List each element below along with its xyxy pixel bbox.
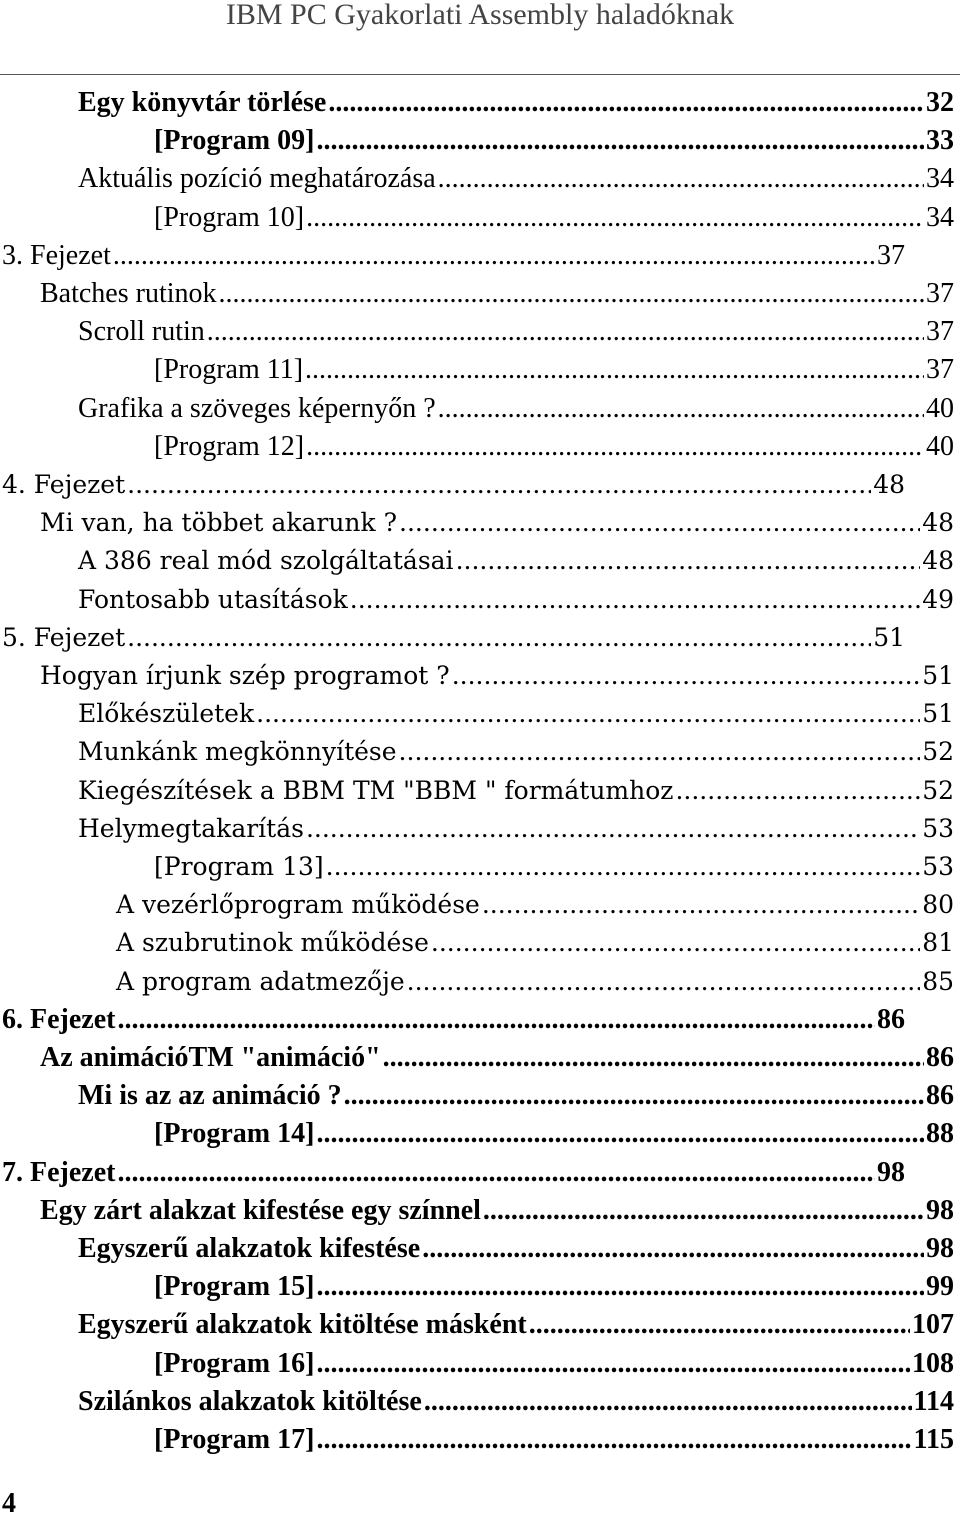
toc-entry[interactable] — [40, 657, 954, 695]
toc-entry[interactable] — [154, 351, 954, 389]
toc-entry-title: 6. Fejezet — [2, 1003, 116, 1035]
toc-entry-title: Szilánkos alakzatok kitöltése — [78, 1385, 422, 1417]
dot-leader — [483, 1192, 924, 1230]
dot-leader — [117, 1154, 875, 1192]
toc-entry-title: Előkészületek — [78, 699, 255, 729]
toc-entry[interactable] — [2, 237, 905, 275]
dot-leader — [399, 733, 921, 771]
toc-entry-page: 108 — [912, 1347, 954, 1379]
dot-leader — [305, 351, 924, 389]
toc-entry-title: Az animációTM "animáció" — [40, 1042, 381, 1073]
toc-entry-title: 3. Fejezet — [2, 239, 111, 271]
toc-entry-title: [Program 11] — [154, 354, 304, 386]
toc-entry-title: 5. Fejezet — [2, 622, 126, 652]
toc-entry-page: 40 — [926, 392, 954, 424]
toc-entry[interactable] — [78, 1383, 954, 1421]
dot-leader — [207, 313, 924, 351]
toc-entry-title: [Program 13] — [154, 852, 324, 881]
toc-entry-title: 4. Fejezet — [2, 470, 126, 499]
dot-leader — [328, 84, 924, 122]
toc-entry-page: 85 — [922, 966, 954, 996]
toc-entry-title: Batches rutinok — [40, 278, 217, 309]
toc-entry-page: 48 — [922, 508, 954, 538]
page-header — [0, 0, 960, 40]
toc-entry-title: [Program 10] — [154, 201, 305, 233]
toc-entry-title: Hogyan írjunk szép programot ? — [40, 661, 450, 690]
toc-entry-page: 107 — [912, 1309, 954, 1341]
toc-entry[interactable] — [78, 84, 954, 122]
header-rule — [0, 74, 960, 75]
toc-entry[interactable] — [116, 963, 954, 1001]
toc-entry-page: 37 — [926, 354, 954, 386]
toc-entry-page: 98 — [877, 1156, 905, 1188]
dot-leader — [306, 428, 924, 466]
toc-entry-page: 37 — [877, 239, 905, 271]
dot-leader — [316, 1345, 910, 1383]
toc-entry[interactable] — [78, 581, 954, 619]
toc-entry[interactable] — [154, 428, 954, 466]
toc-entry-title: [Program 15] — [154, 1271, 315, 1303]
dot-leader — [113, 237, 875, 275]
toc-entry[interactable] — [40, 275, 954, 313]
toc-entry-page: 98 — [926, 1233, 954, 1264]
dot-leader — [127, 619, 871, 657]
toc-entry-page: 49 — [922, 584, 954, 614]
toc-entry-page: 114 — [913, 1385, 954, 1417]
toc-entry[interactable] — [154, 848, 954, 886]
toc-entry-title: Mi van, ha többet akarunk ? — [40, 508, 398, 538]
toc-entry[interactable] — [2, 466, 905, 504]
dot-leader — [438, 160, 924, 198]
toc-entry-title: Egyszerű alakzatok kitöltése másként — [78, 1309, 527, 1341]
toc-entry[interactable] — [154, 1345, 954, 1383]
toc-entry[interactable] — [40, 504, 954, 542]
toc-entry-page: 115 — [913, 1424, 954, 1455]
toc-entry-page: 32 — [926, 87, 954, 118]
dot-leader — [306, 810, 920, 848]
dot-leader — [256, 695, 920, 733]
dot-leader — [350, 581, 920, 619]
toc-entry[interactable] — [154, 1421, 954, 1459]
toc-entry-title: Egy zárt alakzat kifestése egy színnel — [40, 1194, 481, 1226]
toc-entry-page: 86 — [926, 1080, 954, 1112]
toc-entry-page: 51 — [922, 661, 954, 690]
dot-leader — [383, 1039, 924, 1077]
toc-entry-page: 53 — [922, 813, 954, 843]
toc-entry-title: A 386 real mód szolgáltatásai — [78, 546, 454, 576]
dot-leader — [316, 122, 924, 160]
toc-entry[interactable] — [78, 1230, 954, 1268]
dot-leader — [675, 772, 920, 810]
toc-entry[interactable] — [78, 542, 954, 580]
toc-entry-page: 33 — [926, 125, 954, 157]
toc-entry[interactable] — [78, 313, 954, 351]
dot-leader — [431, 924, 920, 962]
toc-entry-title: 7. Fejezet — [2, 1156, 116, 1188]
toc-entry-page: 51 — [873, 622, 905, 652]
toc-entry-page: 48 — [922, 546, 954, 576]
toc-entry[interactable] — [2, 1001, 905, 1039]
toc-entry-title: Fontosabb utasítások — [78, 584, 348, 614]
toc-entry[interactable] — [154, 199, 954, 237]
toc-entry-title: [Program 12] — [154, 430, 305, 462]
toc-entry-title: A program adatmezője — [116, 966, 405, 996]
toc-entry-title: Aktuális pozíció meghatározása — [78, 163, 436, 195]
toc-entry[interactable] — [78, 390, 954, 428]
toc-entry-page: 81 — [922, 928, 954, 958]
dot-leader — [452, 657, 920, 695]
dot-leader — [326, 848, 921, 886]
toc-entry[interactable] — [40, 1192, 954, 1230]
dot-leader — [482, 886, 920, 924]
toc-entry-title: Grafika a szöveges képernyőn ? — [78, 392, 436, 424]
toc-entry-title: Helymegtakarítás — [78, 813, 304, 843]
dot-leader — [344, 1077, 924, 1115]
toc-entry-page: 34 — [926, 201, 954, 233]
dot-leader — [456, 542, 921, 580]
toc-entry[interactable] — [116, 886, 954, 924]
toc-entry[interactable] — [2, 619, 905, 657]
toc-entry[interactable] — [78, 772, 954, 810]
toc-entry-page: 51 — [922, 699, 954, 729]
dot-leader — [422, 1230, 924, 1268]
toc-entry-page: 34 — [926, 163, 954, 195]
toc-entry[interactable] — [154, 1268, 954, 1306]
toc-entry-page: 53 — [922, 852, 954, 881]
toc-entry[interactable] — [78, 733, 954, 771]
toc-entry-title: Mi is az az animáció ? — [78, 1080, 342, 1112]
toc-entry[interactable] — [154, 1115, 954, 1153]
toc-entry[interactable] — [78, 160, 954, 198]
toc-entry-title: Egy könyvtár törlése — [78, 87, 327, 118]
toc-entry[interactable] — [154, 122, 954, 160]
dot-leader — [529, 1306, 910, 1344]
toc-entry-title: [Program 14] — [154, 1118, 315, 1150]
toc-entry-page: 37 — [926, 316, 954, 348]
dot-leader — [316, 1268, 924, 1306]
toc-entry-title: A szubrutinok működése — [116, 928, 429, 958]
toc-entry-page: 40 — [926, 430, 954, 462]
header-title: IBM PC Gyakorlati Assembly haladóknak — [225, 0, 735, 31]
toc-entry[interactable] — [116, 924, 954, 962]
toc-entry-title: [Program 16] — [154, 1347, 315, 1379]
toc-entry[interactable] — [78, 810, 954, 848]
dot-leader — [219, 275, 924, 313]
toc-entry-page: 86 — [926, 1042, 954, 1073]
toc-entry-page: 37 — [926, 278, 954, 309]
dot-leader — [316, 1421, 911, 1459]
toc-entry[interactable] — [78, 695, 954, 733]
toc-entry[interactable] — [40, 1039, 954, 1077]
toc-entry-title: Scroll rutin — [78, 316, 205, 348]
dot-leader — [306, 199, 924, 237]
toc-entry[interactable] — [2, 1154, 905, 1192]
toc-entry-page: 80 — [922, 890, 954, 920]
toc-entry-page: 52 — [922, 737, 954, 767]
toc-entry-title: Egyszerű alakzatok kifestése — [78, 1233, 421, 1264]
toc-entry-page: 48 — [873, 470, 905, 499]
toc-entry-page: 86 — [877, 1003, 905, 1035]
dot-leader — [117, 1001, 875, 1039]
toc-entry-title: Munkánk megkönnyítése — [78, 737, 397, 767]
dot-leader — [316, 1115, 924, 1153]
toc-entry[interactable] — [78, 1077, 954, 1115]
dot-leader — [424, 1383, 912, 1421]
toc-entry-title: Kiegészítések a BBM TM "BBM " formátumhoz — [78, 775, 674, 805]
dot-leader — [438, 390, 924, 428]
toc-entry-title: [Program 09] — [154, 125, 315, 157]
dot-leader — [407, 963, 921, 1001]
dot-leader — [399, 504, 920, 542]
toc-entry-page: 98 — [926, 1194, 954, 1226]
toc-entry-page: 88 — [926, 1118, 954, 1150]
page-number: 4 — [2, 1488, 16, 1519]
toc-entry-title: [Program 17] — [154, 1424, 315, 1455]
toc-entry[interactable] — [78, 1306, 954, 1344]
dot-leader — [127, 466, 871, 504]
toc-entry-page: 52 — [922, 775, 954, 805]
toc-entry-page: 99 — [926, 1271, 954, 1303]
toc-entry-title: A vezérlőprogram működése — [116, 890, 480, 920]
